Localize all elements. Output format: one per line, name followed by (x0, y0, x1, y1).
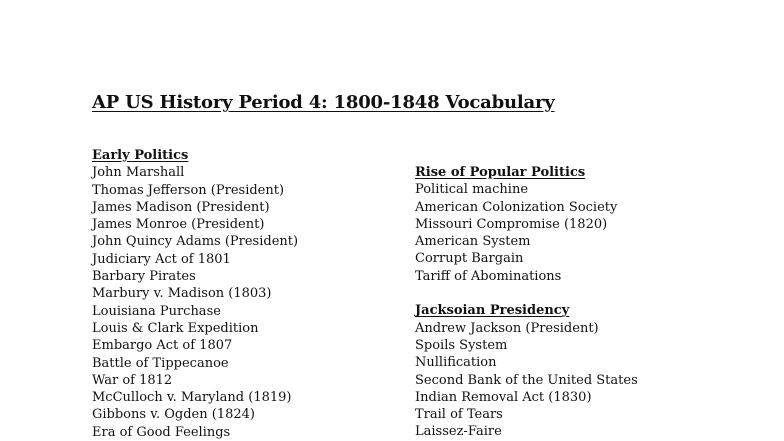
vocab-item: Tariff of Abominations (415, 268, 562, 284)
vocab-item: Embargo Act of 1807 (92, 338, 233, 354)
right-column (415, 164, 638, 441)
section-spacer (415, 285, 638, 302)
vocab-item: Andrew Jackson (President) (415, 320, 599, 336)
vocab-item: Battle of Tippecanoe (92, 355, 229, 371)
vocab-item: War of 1812 (92, 372, 173, 388)
vocab-item: Spoils System (415, 337, 508, 353)
vocab-item: Laissez-Faire (415, 424, 502, 440)
vocab-item: Missouri Compromise (1820) (415, 216, 608, 232)
vocab-item: American System (415, 234, 531, 250)
vocab-item: James Monroe (President) (92, 217, 265, 233)
section-heading-early-politics: Early Politics (92, 148, 189, 163)
vocab-item: Marbury v. Madison (1803) (92, 286, 272, 302)
vocab-item: John Quincy Adams (President) (92, 234, 299, 250)
section-heading-rise-of-popular-politics: Rise of Popular Politics (415, 165, 586, 180)
section-heading-jacksonian-presidency: Jacksoian Presidency (415, 303, 570, 319)
vocab-item: Corrupt Bargain (415, 251, 524, 267)
vocab-item: Barbary Pirates (92, 269, 196, 285)
vocab-item: Louisiana Purchase (92, 303, 221, 319)
vocab-item: Trail of Tears (415, 407, 503, 423)
vocab-item: McCulloch v. Maryland (1819) (92, 390, 292, 406)
vocab-item: Gibbons v. Ogden (1824) (92, 407, 255, 423)
vocab-item: Nullification (415, 355, 497, 371)
vocab-item: Indian Removal Act (1830) (415, 389, 592, 405)
page-title: AP US History Period 4: 1800-1848 Vocabulary (92, 92, 555, 113)
vocab-item: Thomas Jefferson (President) (92, 182, 285, 198)
vocab-item: John Marshall (92, 165, 185, 181)
vocab-item: Judiciary Act of 1801 (92, 251, 231, 267)
left-column (92, 147, 298, 441)
vocab-item: Era of Good Feelings (92, 424, 231, 440)
vocab-item: James Madison (President) (92, 199, 270, 215)
vocab-item: Louis & Clark Expedition (92, 320, 259, 336)
vocab-item: Political machine (415, 182, 529, 198)
vocab-item: Second Bank of the United States (415, 372, 638, 388)
vocab-item: American Colonization Society (415, 199, 618, 215)
